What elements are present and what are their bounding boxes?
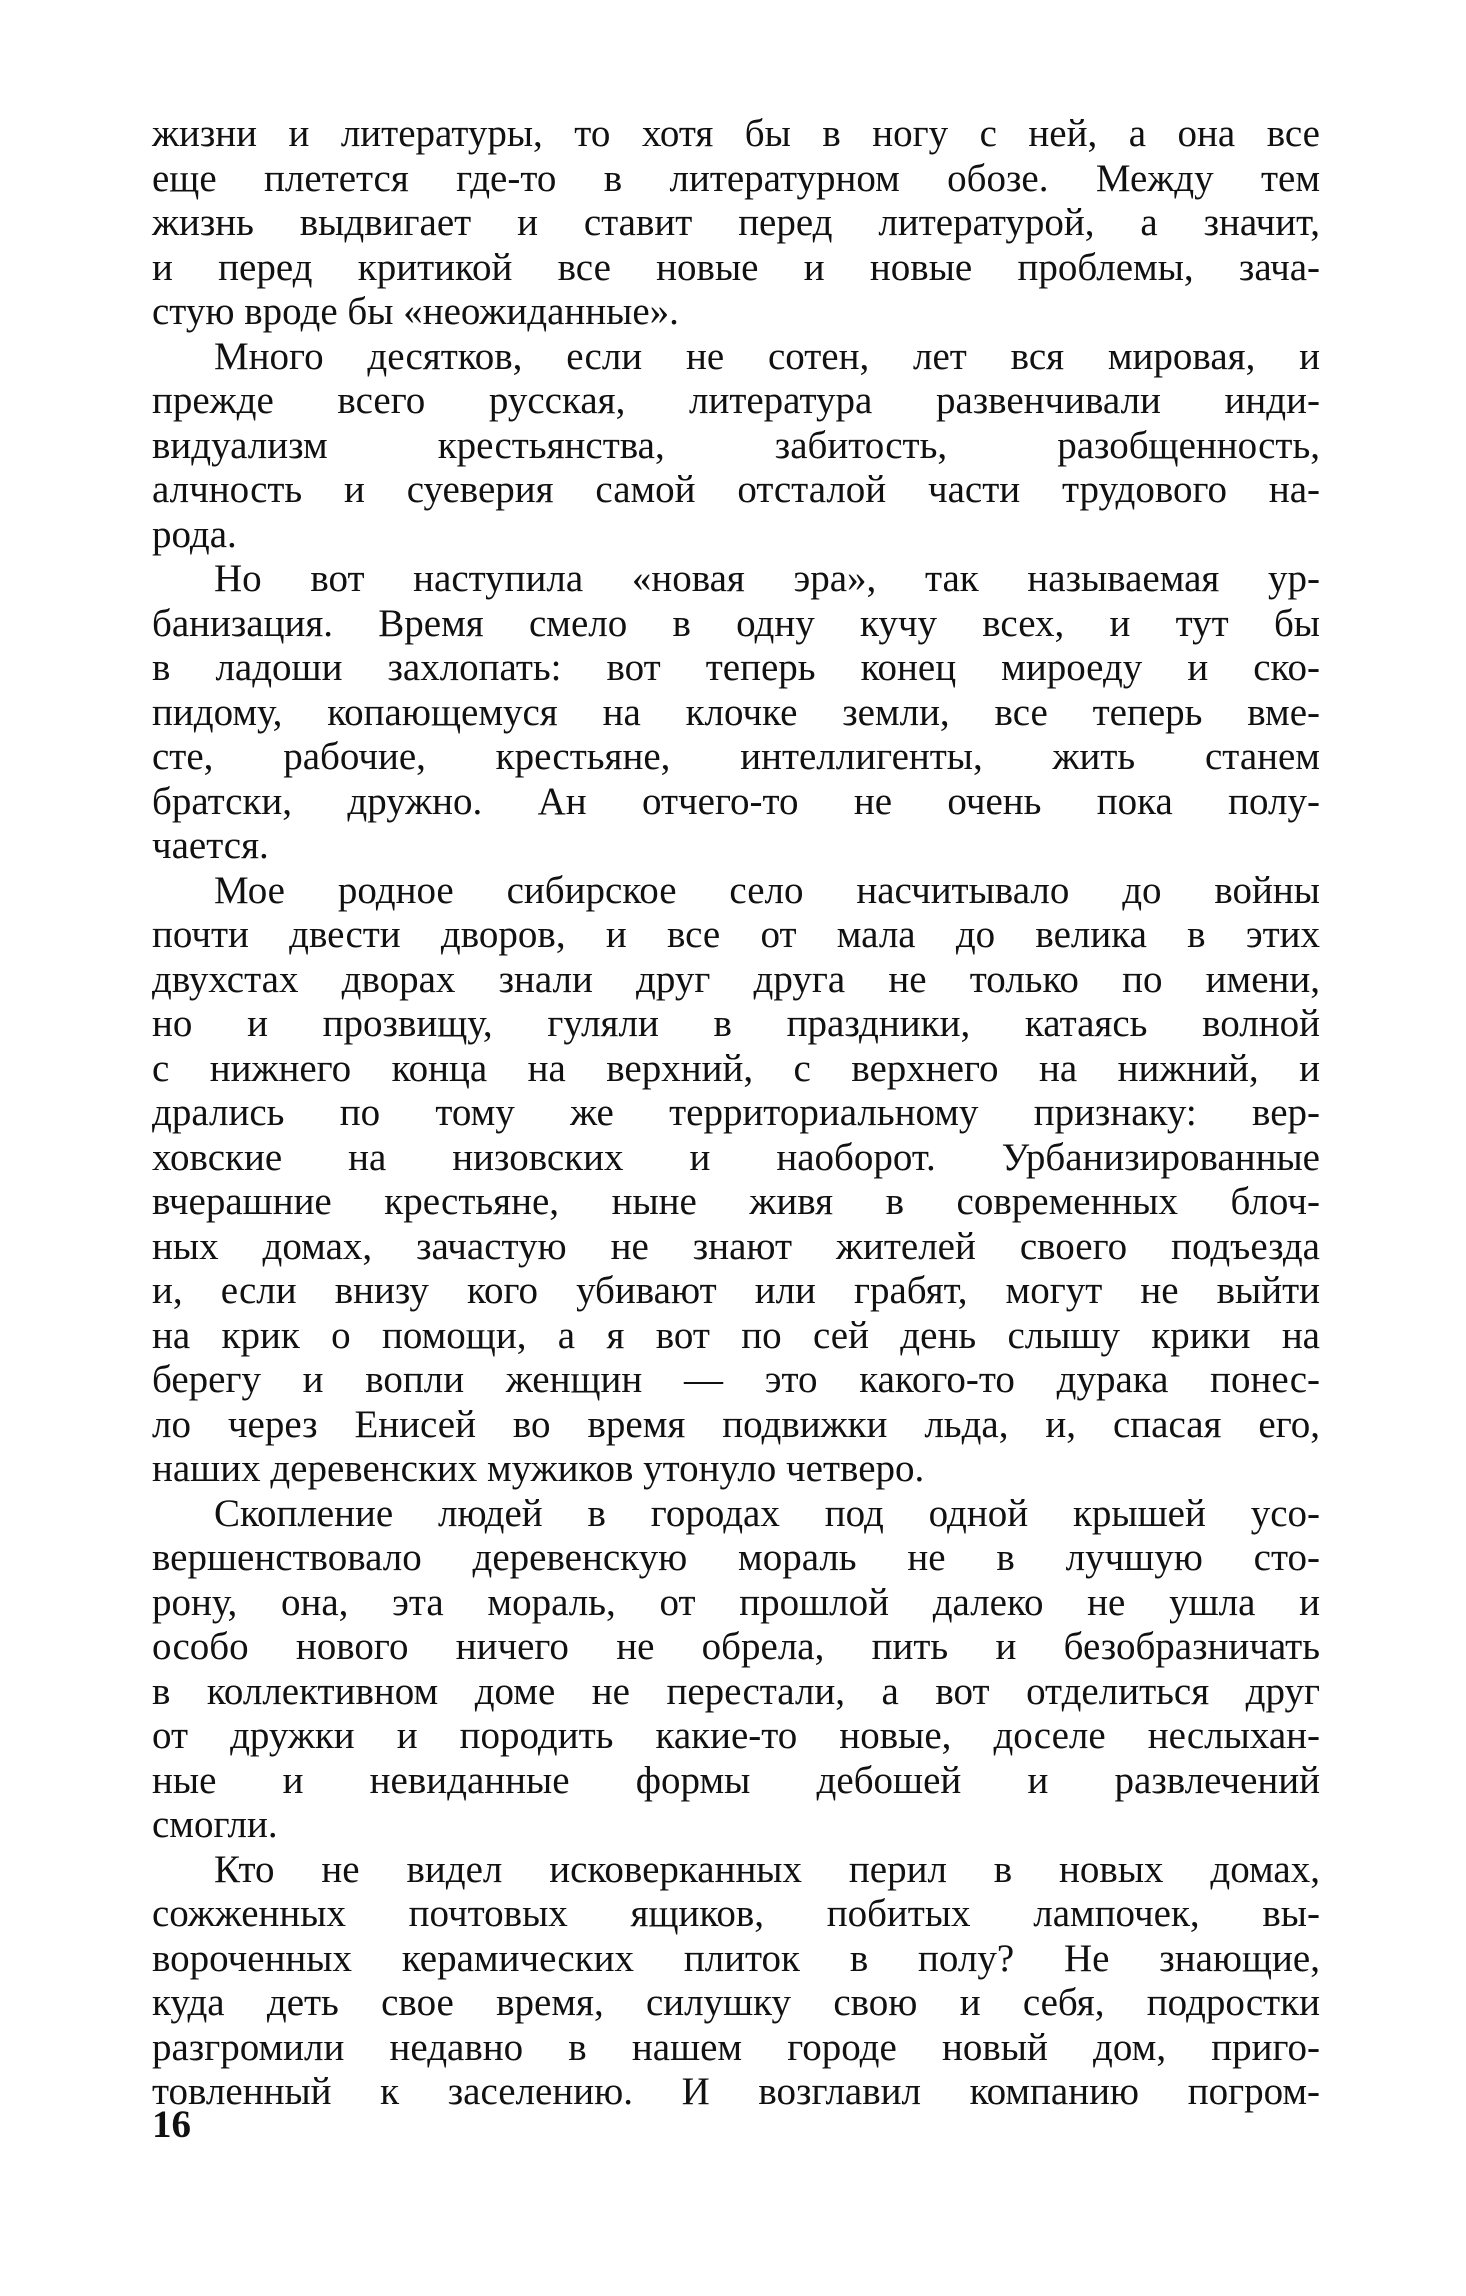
text-line: но и прозвищу, гуляли в праздники, катаясь волной (152, 1002, 1320, 1045)
text-line: с нижнего конца на верхний, с верхнего на нижний, и (152, 1046, 1320, 1090)
text-line: вершенствовало деревенскую мораль не в лучшую сто- (152, 1536, 1320, 1579)
text-line: ло через Енисей во время подвижки льда, и, спасая его, (152, 1402, 1320, 1446)
text-line: ных домах, зачастую не знают жителей своего подъезда (152, 1224, 1320, 1268)
text-line: берегу и вопли женщин — это какого-то дурака понес- (152, 1358, 1320, 1401)
text-line: Много десятков, если не сотен, лет вся мировая, и (214, 334, 1320, 378)
text-line: Мое родное сибирское село насчитывало до войны (214, 868, 1320, 912)
text-line: почти двести дворов, и все от мала до велика в этих (152, 913, 1320, 956)
text-line: пидому, копающемуся на клочке земли, все теперь вме- (152, 690, 1320, 734)
text-line: сожженных почтовых ящиков, побитых лампочек, вы- (152, 1892, 1320, 1935)
text-line: банизация. Время смело в одну кучу всех, и тут бы (152, 601, 1320, 645)
text-line: вчерашние крестьяне, ныне живя в современных блоч- (152, 1180, 1320, 1223)
text-line: жизни и литературы, то хотя бы в ногу с ней, а она все (152, 112, 1320, 155)
text-line: в ладоши захлопать: вот теперь конец мироеду и ско- (152, 646, 1320, 689)
text-line: видуализм крестьянства, забитость, разобщенность, (152, 423, 1320, 467)
text-line: ховские на низовских и наоборот. Урбанизированные (152, 1135, 1320, 1179)
text-line: сте, рабочие, крестьяне, интеллигенты, жить станем (152, 735, 1320, 778)
text-line: смогли. (152, 1803, 278, 1846)
text-line: наших деревенских мужиков утонуло четверо. (152, 1447, 925, 1490)
text-line: и, если внизу кого убивают или грабят, могут не выйти (152, 1269, 1320, 1312)
text-line: вороченных керамических плиток в полу? Не знающие, (152, 1936, 1320, 1980)
text-line: Скопление людей в городах под одной крышей усо- (214, 1491, 1320, 1535)
text-line: стую вроде бы «неожиданные». (152, 290, 679, 333)
text-line: товленный к заселению. И возглавил компанию погром- (152, 2070, 1320, 2113)
text-line: рону, она, эта мораль, от прошлой далеко не ушла и (152, 1580, 1320, 1624)
text-line: алчность и суеверия самой отсталой части трудового на- (152, 468, 1320, 511)
text-line: куда деть свое время, силушку свою и себя, подростки (152, 1981, 1320, 2024)
text-line: разгромили недавно в нашем городе новый дом, приго- (152, 2025, 1320, 2069)
text-line: двухстах дворах знали друг друга не только по имени, (152, 957, 1320, 1001)
text-line: и перед критикой все новые и новые проблемы, зача- (152, 245, 1320, 289)
text-line: Кто не видел исковерканных перил в новых домах, (214, 1847, 1320, 1891)
text-line: рода. (152, 512, 237, 556)
text-line: жизнь выдвигает и ставит перед литературой, а значит, (152, 201, 1320, 244)
text-line: братски, дружно. Ан отчего-то не очень пока полу- (152, 779, 1320, 823)
body-text (152, 112, 1320, 2115)
text-line: прежде всего русская, литература развенчивали инди- (152, 379, 1320, 422)
text-line: чается. (152, 824, 269, 867)
text-line: еще плетется где-то в литературном обозе. Между тем (152, 156, 1320, 200)
text-line: от дружки и породить какие-то новые, доселе неслыхан- (152, 1714, 1320, 1757)
text-line: в коллективном доме не перестали, а вот отделиться друг (152, 1669, 1320, 1713)
text-line: дрались по тому же территориальному признаку: вер- (152, 1091, 1320, 1134)
text-line: ные и невиданные формы дебошей и развлечений (152, 1758, 1320, 1802)
text-line: особо нового ничего не обрела, пить и безобразничать (152, 1625, 1320, 1668)
text-line: Но вот наступила «новая эра», так называемая ур- (214, 557, 1320, 600)
page-number: 16 (152, 2103, 191, 2146)
text-line: на крик о помощи, а я вот по сей день слышу крики на (152, 1313, 1320, 1357)
